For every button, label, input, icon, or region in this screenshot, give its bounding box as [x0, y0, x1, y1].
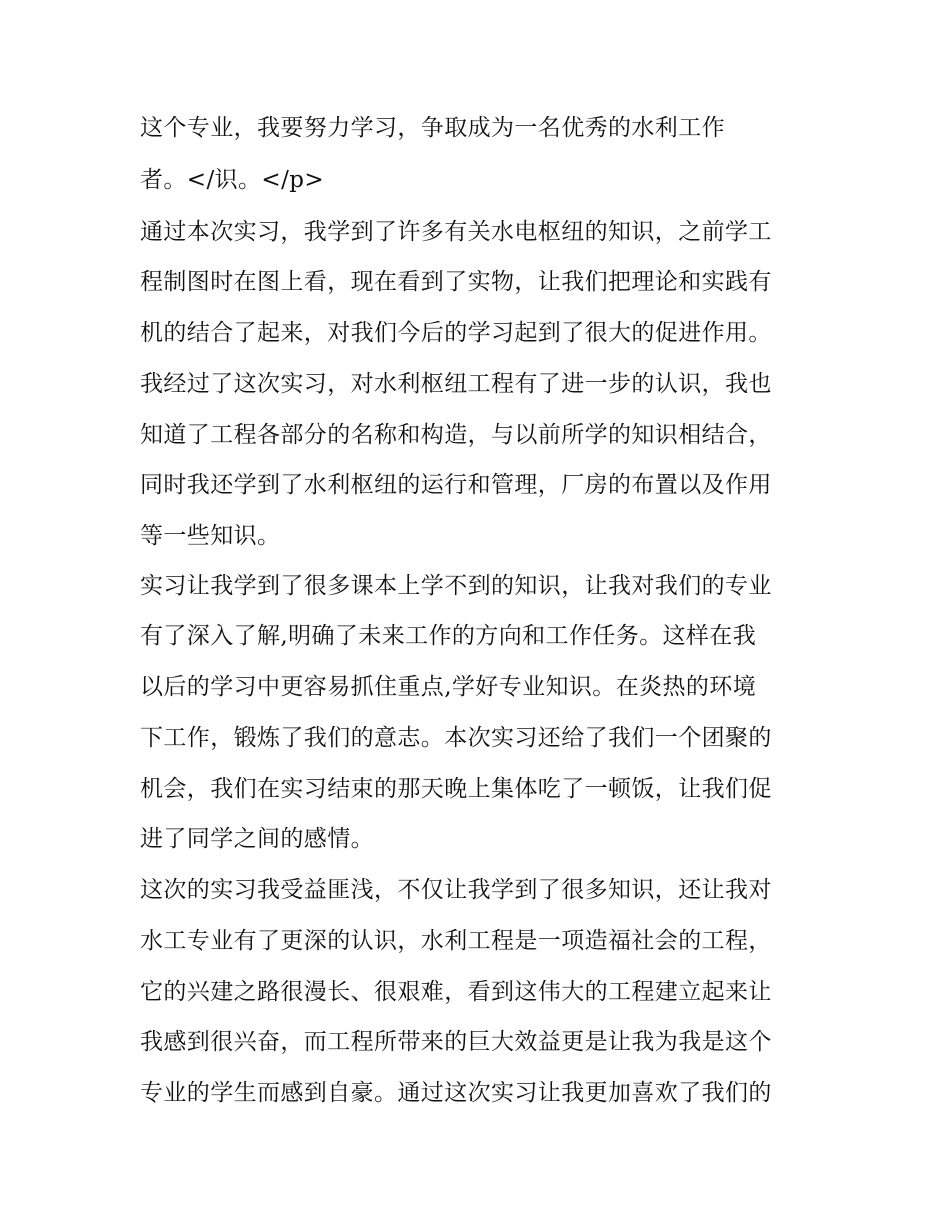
text-line: 等一些知识。: [140, 523, 281, 549]
text-line: 它的兴建之路很漫长、很艰难，看到这伟大的工程建立起来让: [140, 979, 772, 1005]
text-line: 以后的学习中更容易抓住重点,学好专业知识。在炎热的环境: [140, 674, 757, 700]
text-line: 我感到很兴奋，而工程所带来的巨大效益更是让我为我是这个: [140, 1029, 772, 1055]
text-line: 者。</识。</p>: [140, 167, 325, 193]
text-line: 通过本次实习，我学到了许多有关水电枢纽的知识，之前学工: [140, 219, 772, 245]
text-line: 我经过了这次实习，对水利枢纽工程有了进一步的认识，我也: [140, 371, 772, 397]
text-line: 专业的学生而感到自豪。通过这次实习让我更加喜欢了我们的: [140, 1080, 772, 1106]
text-line: 这次的实习我受益匪浅，不仅让我学到了很多知识，还让我对: [140, 877, 772, 903]
text-line: 水工专业有了更深的认识，水利工程是一项造福社会的工程，: [140, 928, 772, 954]
text-line: 知道了工程各部分的名称和构造，与以前所学的知识相结合，: [140, 422, 772, 448]
text-line: 这个专业，我要努力学习，争取成为一名优秀的水利工作: [140, 115, 725, 141]
text-line: 程制图时在图上看，现在看到了实物，让我们把理论和实践有: [140, 269, 772, 295]
text-line: 有了深入了解,明确了未来工作的方向和工作任务。这样在我: [140, 623, 757, 649]
text-line: 机会，我们在实习结束的那天晚上集体吃了一顿饭，让我们促: [140, 776, 772, 802]
text-line: 进了同学之间的感情。: [140, 826, 374, 852]
text-line: 机的结合了起来，对我们今后的学习起到了很大的促进作用。: [140, 320, 772, 346]
text-line: 下工作，锻炼了我们的意志。本次实习还给了我们一个团聚的: [140, 725, 772, 751]
text-line: 实习让我学到了很多课本上学不到的知识，让我对我们的专业: [140, 573, 772, 599]
text-line: 同时我还学到了水利枢纽的运行和管理，厂房的布置以及作用: [140, 472, 772, 498]
